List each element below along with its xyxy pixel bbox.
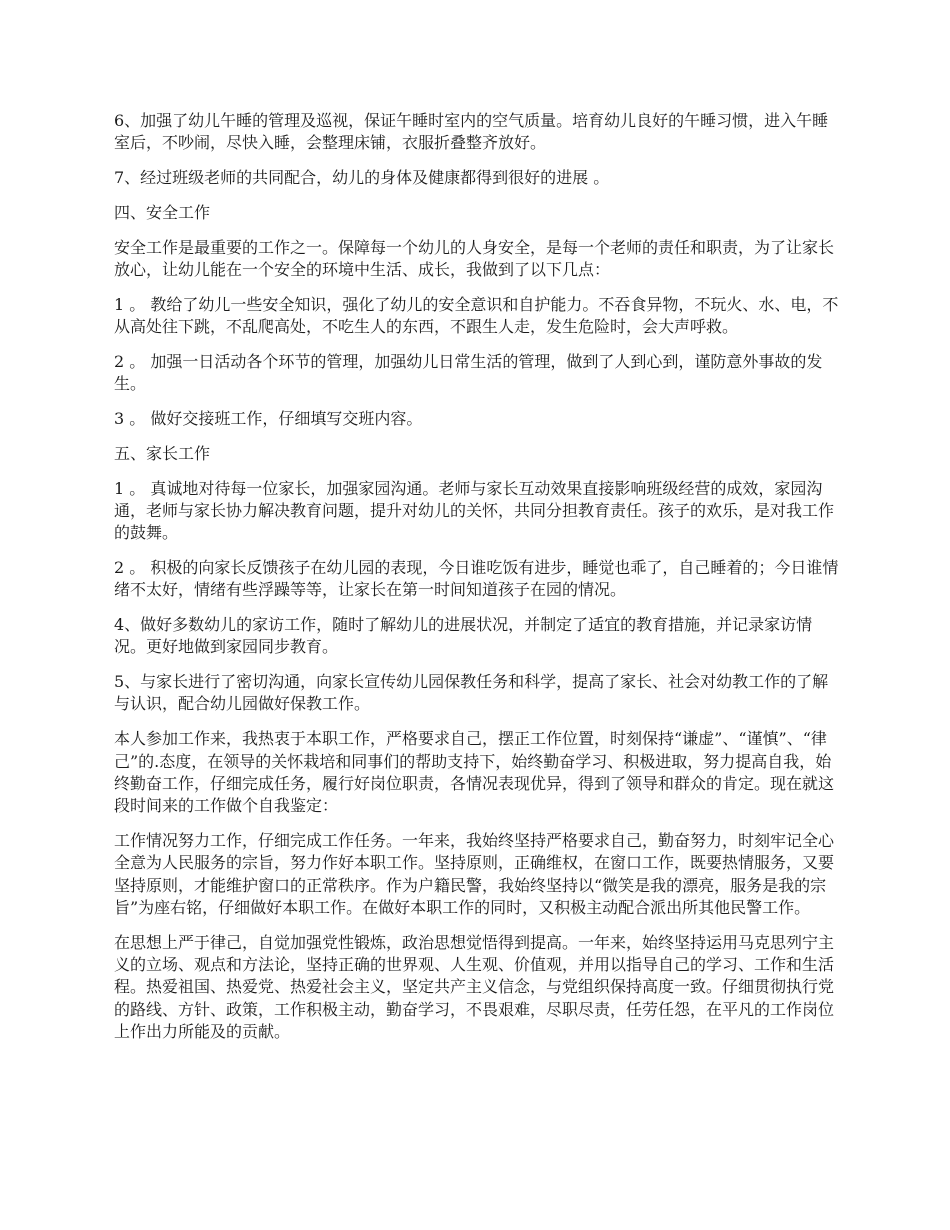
- paragraph-parents-point-4: 4、做好多数幼儿的家访工作，随时了解幼儿的进展状况，并制定了适宜的教育措施，并记录家访情况。更好地做到家园同步教育。: [114, 615, 813, 657]
- paragraph-safety-point-1: 1 。 教给了幼儿一些安全知识，强化了幼儿的安全意识和自护能力。不吞食异物，不玩火、水、电，不从高处往下跳，不乱爬高处，不吃生人的东西，不跟生人走，发生危险时，会大声呼救。: [114, 294, 839, 337]
- section-heading-safety: 四、安全工作: [114, 202, 211, 222]
- section-heading-parents: 五、家长工作: [114, 443, 211, 463]
- paragraph-safety-point-2: 2 。 加强一日活动各个环节的管理，加强幼儿日常生活的管理，做到了人到心到，谨防意外事故的发生。: [114, 351, 823, 394]
- paragraph-ideological-discipline: 在思想上严于律己，自觉加强党性锻炼，政治思想觉悟得到提高。一年来，始终坚持运用马克思列宁主义的立场、观点和方法论，坚持正确的世界观、人生观、价值观，并用以指导自己的学习、工作和生活程。热爱祖国、热爱党、热爱社会主义，坚定共产主义信念，与党组织保持高度一致。仔细贯彻执行党的路线、方针、政策，工作积极主动，勤奋学习，不畏艰难，尽职尽责，任劳任怨，在平凡的工作岗位上作出力所能及的贡献。: [114, 932, 835, 1041]
- paragraph-parents-point-2: 2 。 积极的向家长反馈孩子在幼儿园的表现，今日谁吃饭有进步，睡觉也乖了，自己睡着的；今日谁情绪不太好，情绪有些浮躁等等，让家长在第一时间知道孩子在园的情况。: [114, 557, 839, 600]
- paragraph-health-progress: 7、经过班级老师的共同配合，幼儿的身体及健康都得到很好的进展 。: [114, 168, 610, 188]
- paragraph-nap-management: 6、加强了幼儿午睡的管理及巡视，保证午睡时室内的空气质量。培育幼儿良好的午睡习惯，进入午睡室后，不吵闹，尽快入睡，会整理床铺，衣服折叠整齐放好。: [114, 111, 829, 153]
- paragraph-safety-intro: 安全工作是最重要的工作之一。保障每一个幼儿的人身安全，是每一个老师的责任和职责，为了让家长放心，让幼儿能在一个安全的环境中生活、成长，我做到了以下几点：: [114, 237, 835, 279]
- document-body: [114, 110, 840, 1056]
- paragraph-parents-point-1: 1 。 真诚地对待每一位家长，加强家园沟通。老师与家长互动效果直接影响班级经营的成效，家园沟通，老师与家长协力解决教育问题，提升对幼儿的关怀，共同分担教育责任。孩子的欢乐，是对我工作的鼓舞。: [114, 478, 835, 543]
- paragraph-work-performance: 工作情况努力工作，仔细完成工作任务。一年来，我始终坚持严格要求自己，勤奋努力，时刻牢记全心全意为人民服务的宗旨，努力作好本职工作。坚持原则，正确维权，在窗口工作，既要热情服务，又要坚持原则，才能维护窗口的正常秩序。作为户籍民警，我始终坚持以“微笑是我的漂亮，服务是我的宗旨”为座右铭，仔细做好本职工作。在做好本职工作的同时，又积极主动配合派出所其他民警工作。: [114, 830, 835, 917]
- paragraph-parents-point-5: 5、与家长进行了密切沟通，向家长宣传幼儿园保教任务和科学，提高了家长、社会对幼教工作的了解与认识，配合幼儿园做好保教工作。: [114, 672, 829, 714]
- paragraph-safety-point-3: 3 。 做好交接班工作，仔细填写交班内容。: [114, 408, 423, 428]
- paragraph-self-assessment-intro: 本人参加工作来，我热衷于本职工作，严格要求自己，摆正工作位置，时刻保持“谦虚”、“谨慎”、“律己”的.态度，在领导的关怀栽培和同事们的帮助支持下，始终勤奋学习、积极进取，努力提高自我，始终勤奋工作，仔细完成任务，履行好岗位职责，各情况表现优异，得到了领导和群众的肯定。现在就这段时间来的工作做个自我鉴定：: [114, 729, 835, 816]
